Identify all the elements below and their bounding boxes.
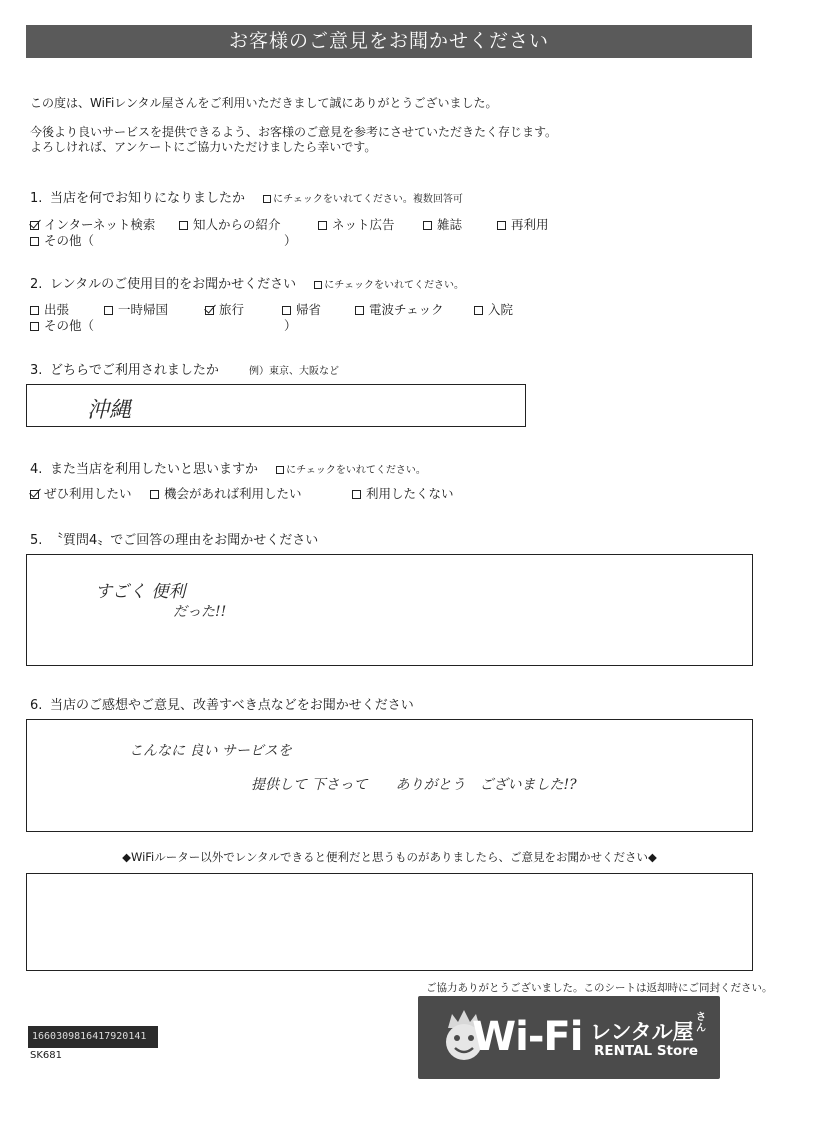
form-code: SK681 bbox=[30, 1050, 62, 1061]
q1-option-other[interactable]: その他（ bbox=[30, 231, 94, 249]
logo-en: RENTAL Store bbox=[594, 1043, 699, 1059]
checkbox-icon bbox=[179, 221, 188, 230]
checkbox-icon bbox=[104, 306, 113, 315]
q3-answer-box[interactable] bbox=[26, 384, 526, 427]
q1-option-internet-search[interactable]: インターネット検索 bbox=[30, 215, 155, 233]
question-2-note: にチェックをいれてください。 bbox=[324, 280, 464, 291]
q2-option-signal-check[interactable]: 電波チェック bbox=[355, 300, 444, 318]
logo-san: さん bbox=[696, 1012, 706, 1034]
q6-answer-line-2: 提供して 下さって ありがとう ございました!? bbox=[251, 777, 577, 793]
logo-jp: レンタル屋 bbox=[590, 1020, 694, 1044]
checkbox-sample-icon bbox=[314, 281, 322, 289]
q1-option-reuse[interactable]: 再利用 bbox=[497, 215, 549, 233]
thanks-message: ご協力ありがとうございました。このシートは返却時にご同封ください。 bbox=[426, 982, 773, 994]
checkbox-icon bbox=[423, 221, 432, 230]
question-4: 4. また当店を利用したいと思いますか にチェックをいれてください。 bbox=[30, 462, 426, 477]
intro-line-2: 今後より良いサービスを提供できるよう、お客様のご意見を参考にさせていただきたく存じます。 bbox=[30, 125, 558, 139]
question-3-note: 例）東京、大阪など bbox=[249, 366, 340, 377]
intro-line-1: この度は、WiFiレンタル屋さんをご利用いただきまして誠にありがとうございました。 bbox=[30, 96, 498, 110]
question-6-text: 当店のご感想やご意見、改善すべき点などをお聞かせください bbox=[50, 698, 414, 713]
checkbox-sample-icon bbox=[263, 195, 271, 203]
q2-other-close-paren: ） bbox=[284, 318, 297, 333]
logo-wifi: Wi-Fi bbox=[472, 1014, 583, 1060]
q5-answer-line-1: すごく 便利 bbox=[95, 582, 186, 602]
q1-other-close-paren: ） bbox=[284, 233, 297, 248]
checkbox-checked-icon bbox=[30, 221, 39, 230]
q7-answer-box[interactable] bbox=[26, 873, 753, 971]
checkbox-checked-icon bbox=[30, 490, 39, 499]
page-title: お客様のご意見をお聞かせください bbox=[26, 25, 752, 58]
q4-option-no[interactable]: 利用したくない bbox=[352, 484, 454, 502]
question-1: 1. 当店を何でお知りになりましたか にチェックをいれてください。複数回答可 bbox=[30, 191, 463, 206]
checkbox-icon bbox=[30, 237, 39, 246]
q4-option-definitely[interactable]: ぜひ利用したい bbox=[30, 484, 132, 502]
question-5-text: 〝質問4〟でご回答の理由をお聞かせください bbox=[50, 533, 319, 548]
checkbox-icon bbox=[150, 490, 159, 499]
checkbox-checked-icon bbox=[205, 306, 214, 315]
question-3: 3. どちらでご利用されましたか 例）東京、大阪など bbox=[30, 363, 340, 378]
question-6: 6. 当店のご感想やご意見、改善すべき点などをお聞かせください bbox=[30, 698, 414, 713]
q2-option-business[interactable]: 出張 bbox=[30, 300, 69, 318]
q6-answer-line-1: こんなに 良い サービスを bbox=[129, 743, 292, 759]
checkbox-icon bbox=[474, 306, 483, 315]
question-1-text: 当店を何でお知りになりましたか bbox=[50, 191, 246, 206]
q5-answer-box[interactable] bbox=[26, 554, 753, 666]
q1-option-net-ad[interactable]: ネット広告 bbox=[318, 215, 395, 233]
barcode-number: 1660309816417920141 bbox=[28, 1026, 158, 1048]
checkbox-icon bbox=[352, 490, 361, 499]
question-2-text: レンタルのご使用目的をお聞かせください bbox=[50, 277, 297, 292]
q3-answer-text: 沖縄 bbox=[87, 398, 132, 423]
question-4-text: また当店を利用したいと思いますか bbox=[50, 462, 259, 477]
q2-option-travel[interactable]: 旅行 bbox=[205, 300, 244, 318]
question-4-note: にチェックをいれてください。 bbox=[286, 465, 426, 476]
checkbox-icon bbox=[318, 221, 327, 230]
checkbox-icon bbox=[30, 322, 39, 331]
question-1-note: にチェックをいれてください。複数回答可 bbox=[273, 194, 463, 205]
q1-option-friend-referral[interactable]: 知人からの紹介 bbox=[179, 215, 281, 233]
q2-option-homecoming[interactable]: 帰省 bbox=[282, 300, 321, 318]
question-7: ◆WiFiルーター以外でレンタルできると便利だと思うものがありましたら、ご意見をお聞かせください◆ bbox=[122, 850, 657, 864]
question-3-text: どちらでご利用されましたか bbox=[50, 363, 219, 378]
q4-option-if-chance[interactable]: 機会があれば利用したい bbox=[150, 484, 302, 502]
q6-answer-box[interactable] bbox=[26, 719, 753, 832]
q2-option-temp-return[interactable]: 一時帰国 bbox=[104, 300, 168, 318]
question-2: 2. レンタルのご使用目的をお聞かせください にチェックをいれてください。 bbox=[30, 277, 464, 292]
q1-option-magazine[interactable]: 雑誌 bbox=[423, 215, 462, 233]
checkbox-icon bbox=[30, 306, 39, 315]
q2-option-hospital[interactable]: 入院 bbox=[474, 300, 513, 318]
intro-line-3: よろしければ、アンケートにご協力いただけましたら幸いです。 bbox=[30, 140, 377, 154]
logo-banner bbox=[418, 996, 720, 1079]
checkbox-icon bbox=[355, 306, 364, 315]
q5-answer-line-2: だった!! bbox=[173, 604, 227, 620]
checkbox-icon bbox=[282, 306, 291, 315]
checkbox-icon bbox=[497, 221, 506, 230]
checkbox-sample-icon bbox=[276, 466, 284, 474]
q2-option-other[interactable]: その他（ bbox=[30, 316, 94, 334]
question-5: 5. 〝質問4〟でご回答の理由をお聞かせください bbox=[30, 533, 319, 548]
